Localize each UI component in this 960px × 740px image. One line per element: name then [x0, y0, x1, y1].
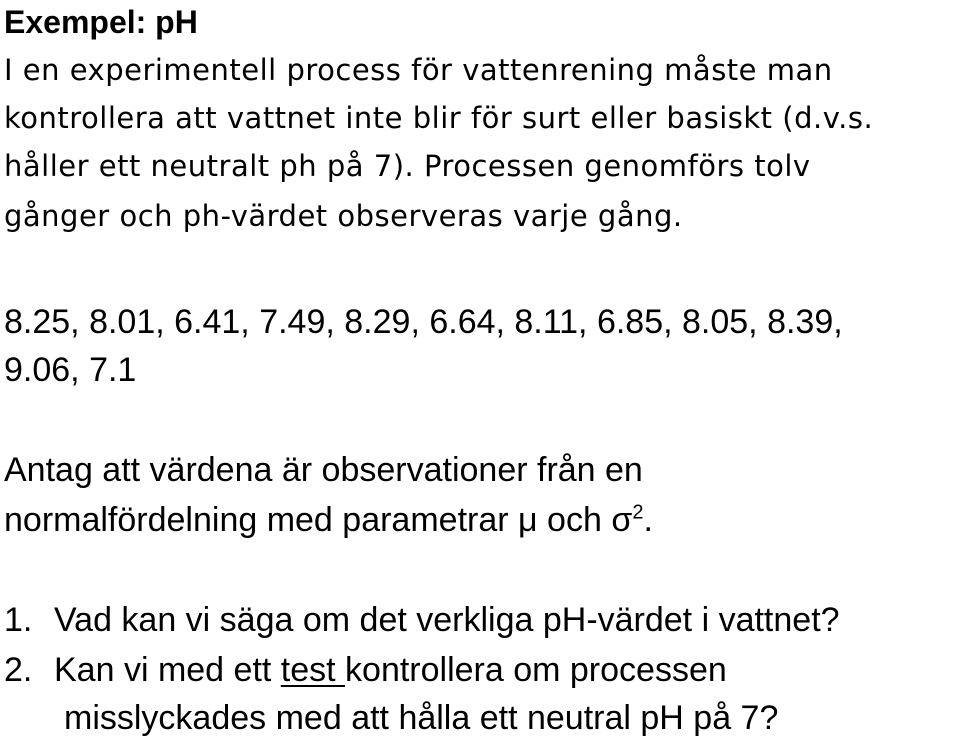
question-2-number: 2.: [4, 651, 33, 689]
observations-line-2: 9.06, 7.1: [4, 351, 137, 389]
question-1: [4, 600, 840, 640]
sigma-exponent: 2: [632, 501, 644, 524]
question-2-continuation: misslyckades med att hålla ett neutral pH på 7?: [64, 699, 779, 737]
assumption-line-2: [4, 500, 653, 540]
intro-line-2: kontrollera att vattnet inte blir för surt eller basiskt (d.v.s.: [4, 101, 874, 135]
question-2-underlined-word: test: [280, 651, 346, 689]
assumption-line-1: Antag att värdena är observationer från en: [4, 451, 643, 489]
intro-line-4: gånger och ph-värdet observeras varje gång.: [4, 199, 683, 233]
question-2-text-start: Kan vi med ett: [54, 651, 281, 689]
observations-line-1: 8.25, 8.01, 6.41, 7.49, 8.29, 6.64, 8.11, 6.85, 8.05, 8.39,: [4, 303, 843, 341]
question-2: [4, 650, 727, 690]
assumption-period: .: [643, 501, 653, 539]
assumption-text: normalfördelning med parametrar μ och σ: [4, 501, 633, 539]
slide-title: Exempel: pH: [4, 4, 198, 40]
question-1-text: Vad kan vi säga om det verkliga pH-värdet i vattnet?: [54, 601, 840, 639]
question-1-number: 1.: [4, 601, 33, 639]
intro-line-1: I en experimentell process för vattenrening måste man: [4, 53, 833, 87]
intro-line-3: håller ett neutralt ph på 7). Processen genomförs tolv: [4, 149, 811, 183]
question-2-text-end: kontrollera om processen: [345, 651, 727, 689]
